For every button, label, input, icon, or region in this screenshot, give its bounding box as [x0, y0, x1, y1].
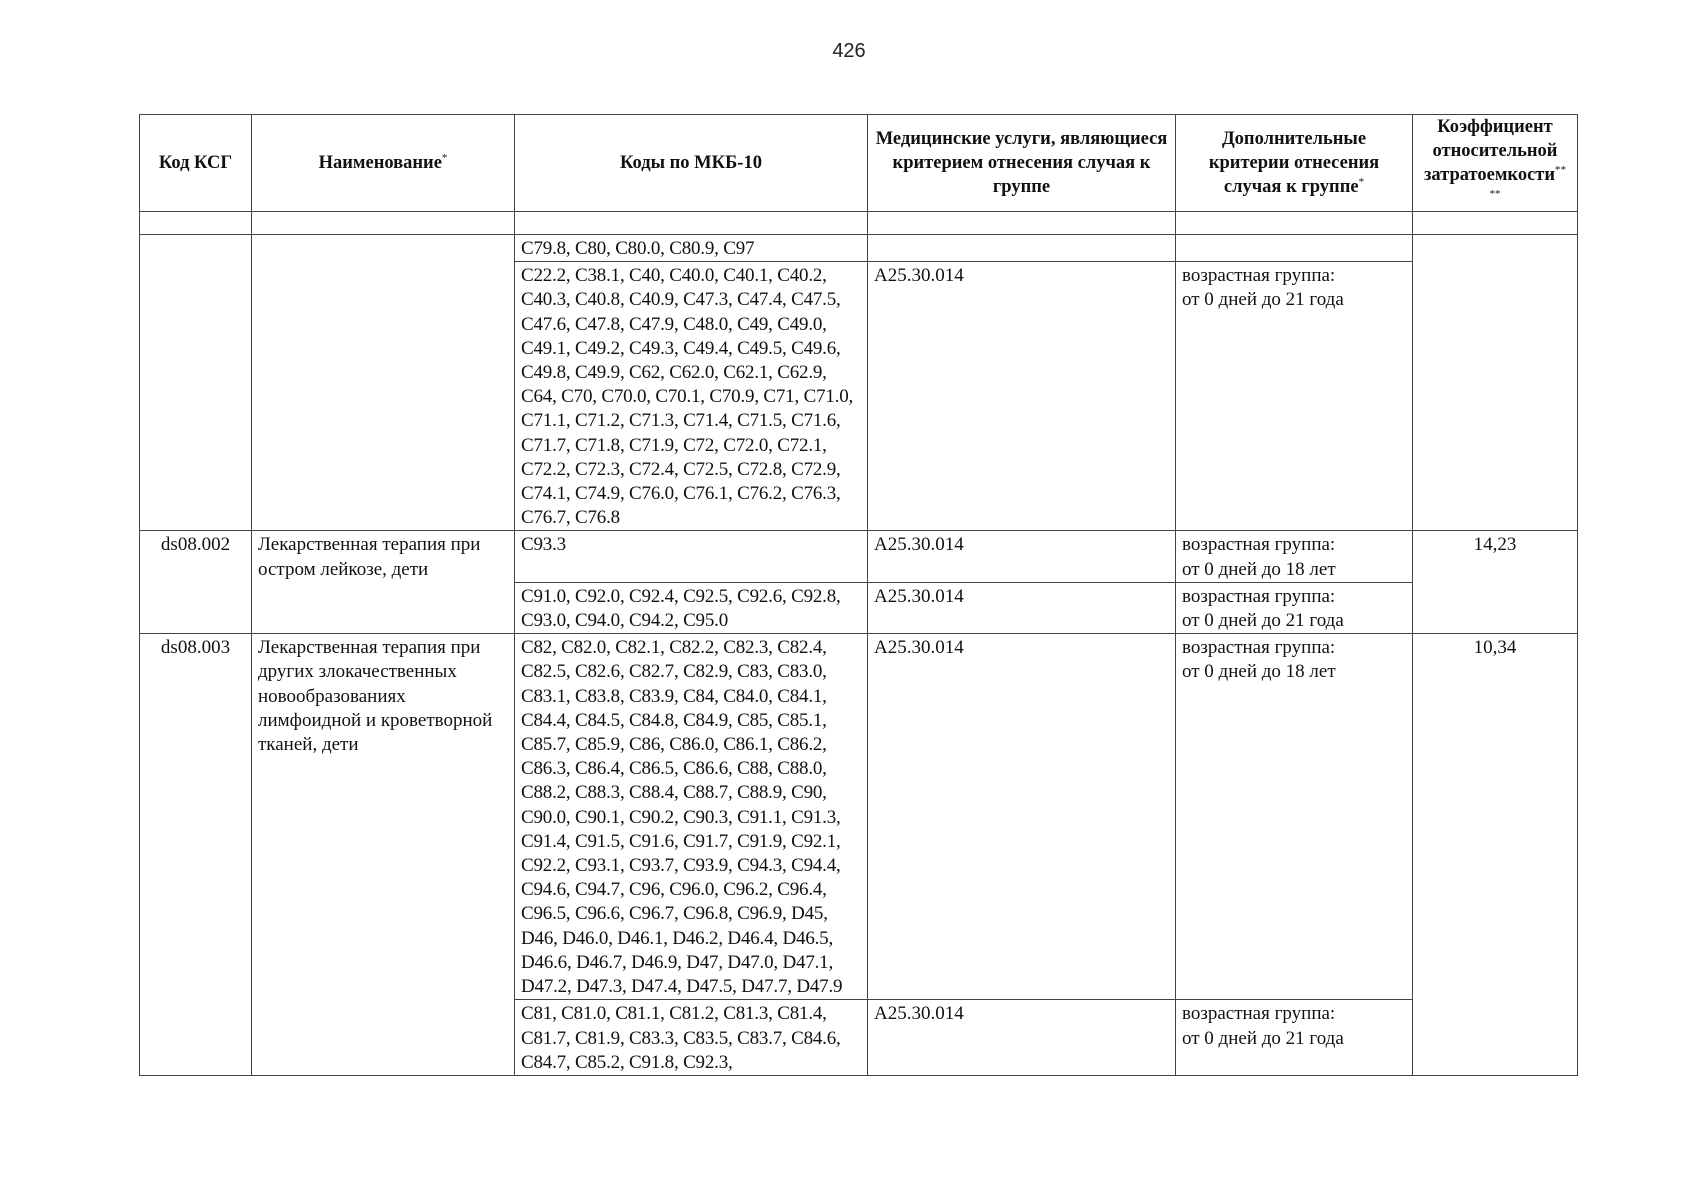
icd-codes-cell: C93.3: [515, 531, 868, 582]
criteria-cell: возрастная группа: от 0 дней до 21 года: [1176, 582, 1413, 633]
header-row: [140, 115, 1578, 212]
header-code: Код КСГ: [140, 115, 252, 212]
header-icd: Коды по МКБ-10: [515, 115, 868, 212]
service-cell: A25.30.014: [868, 634, 1176, 1000]
table-row: [140, 634, 1578, 1000]
icd-codes-cell: C79.8, C80, C80.0, C80.9, C97: [515, 235, 868, 262]
ksg-name-cell: Лекарственная терапия при других злокачественных новообразованиях лимфоидной и кроветворной тканей, дети: [252, 634, 515, 1076]
coef-cell: 10,34: [1413, 634, 1578, 1076]
footnote-mark: *: [441, 151, 448, 164]
criteria-cell: возрастная группа: от 0 дней до 21 года: [1176, 1000, 1413, 1076]
header-services: Медицинские услуги, являющиеся критерием отнесения случая к группе: [868, 115, 1176, 212]
coef-cell: [1413, 235, 1578, 531]
criteria-cell: возрастная группа: от 0 дней до 18 лет: [1176, 634, 1413, 1000]
page-number: 426: [832, 40, 866, 62]
criteria-cell: [1176, 235, 1413, 262]
header-coef: Коэффициент относительной затратоемкости** **: [1413, 115, 1578, 212]
icd-codes-cell: C81, C81.0, C81.1, C81.2, C81.3, C81.4, C81.7, C81.9, C83.3, C83.5, C83.7, C84.6, C84.7, C85.2, C91.8, C92.3,: [515, 1000, 868, 1076]
name-cell: [252, 235, 515, 531]
empty-cell: [252, 212, 515, 235]
footnote-mark: **: [1555, 163, 1567, 176]
service-cell: [868, 235, 1176, 262]
header-criteria: Дополнительные критерии отнесения случая к группе*: [1176, 115, 1413, 212]
empty-cell: [1413, 212, 1578, 235]
footnote-mark: **: [1489, 187, 1501, 200]
criteria-cell: возрастная группа: от 0 дней до 18 лет: [1176, 531, 1413, 582]
icd-codes-cell: C91.0, C92.0, C92.4, C92.5, C92.6, C92.8, C93.0, C94.0, C94.2, C95.0: [515, 582, 868, 633]
criteria-cell: возрастная группа: от 0 дней до 21 года: [1176, 262, 1413, 531]
ksg-name-cell: Лекарственная терапия при остром лейкозе, дети: [252, 531, 515, 634]
ksg-table: [139, 114, 1578, 1076]
table-row: [140, 235, 1578, 262]
code-cell: [140, 235, 252, 531]
ksg-code-cell: ds08.003: [140, 634, 252, 1076]
service-cell: A25.30.014: [868, 582, 1176, 633]
icd-codes-cell: C22.2, C38.1, C40, C40.0, C40.1, C40.2, C40.3, C40.8, C40.9, C47.3, C47.4, C47.5, C47.6, C47.8, C47.9, C48.0, C49, C49.0, C49.1, C49.2, C49.3, C49.4, C49.5, C49.6, C49.8, C49.9, C62, C62.0, C62.1, C62.9, C64, C70, C70.0, C70.1, C70.9, C71, C71.0, C71.1, C71.2, C71.3, C71.4, C71.5, C71.6, C71.7, C71.8, C71.9, C72, C72.0, C72.1, C72.2, C72.3, C72.4, C72.5, C72.8, C72.9, C74.1, C74.9, C76.0, C76.1, C76.2, C76.3, C76.7, C76.8: [515, 262, 868, 531]
empty-cell: [868, 212, 1176, 235]
empty-cell: [1176, 212, 1413, 235]
ksg-code-cell: ds08.002: [140, 531, 252, 634]
footnote-mark: *: [1358, 175, 1365, 188]
empty-row: [140, 212, 1578, 235]
empty-cell: [140, 212, 252, 235]
table-row: [140, 531, 1578, 582]
service-cell: A25.30.014: [868, 262, 1176, 531]
empty-cell: [515, 212, 868, 235]
coef-cell: 14,23: [1413, 531, 1578, 634]
icd-codes-cell: C82, C82.0, C82.1, C82.2, C82.3, C82.4, C82.5, C82.6, C82.7, C82.9, C83, C83.0, C83.1, C83.8, C83.9, C84, C84.0, C84.1, C84.4, C84.5, C84.8, C84.9, C85, C85.1, C85.7, C85.9, C86, C86.0, C86.1, C86.2, C86.3, C86.4, C86.5, C86.6, C88, C88.0, C88.2, C88.3, C88.4, C88.7, C88.9, C90, C90.0, C90.1, C90.2, C90.3, C91.1, C91.3, C91.4, C91.5, C91.6, C91.7, C91.9, C92.1, C92.2, C93.1, C93.7, C93.9, C94.3, C94.4, C94.6, C94.7, C96, C96.0, C96.2, C96.4, C96.5, C96.6, C96.7, C96.8, C96.9, D45, D46, D46.0, D46.1, D46.2, D46.4, D46.5, D46.6, D46.7, D46.9, D47, D47.0, D47.1, D47.2, D47.3, D47.4, D47.5, D47.7, D47.9: [515, 634, 868, 1000]
service-cell: A25.30.014: [868, 531, 1176, 582]
header-name: Наименование*: [252, 115, 515, 212]
service-cell: A25.30.014: [868, 1000, 1176, 1076]
